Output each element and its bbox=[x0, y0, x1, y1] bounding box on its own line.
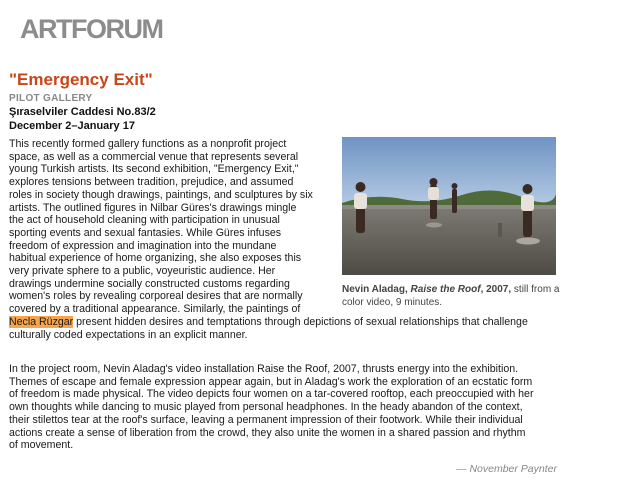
text-line: space, as well as a commercial venue that represents several bbox=[9, 150, 299, 163]
text-line: very private sphere to a public, voyeuristic audience. Her bbox=[9, 265, 276, 278]
figure-caption bbox=[342, 283, 567, 309]
text-line: of freedom is made physical. The video depicts four women on a tar-covered rooftop, each preoccupied with her bbox=[9, 388, 534, 401]
text-line: actions create a sense of liberation from the crowd, they also unite the women in a shared passion and rhythm bbox=[9, 426, 526, 439]
text-line: culturally coded expectations in an explicit manner. bbox=[9, 328, 248, 341]
caption-year: , 2007, bbox=[480, 284, 512, 295]
text-line: In the project room, Nevin Aladag's video installation Raise the Roof, 2007, thrusts energy into the exhibition. bbox=[9, 363, 519, 375]
caption-line bbox=[342, 283, 567, 296]
text-line: their stilettos tear at the roof's surface, leaving a permanent impression of their footwork. While their individual bbox=[9, 413, 523, 426]
text-line: covered by a traditional appearance. Similarly, the paintings of bbox=[9, 303, 301, 316]
gallery-address: Şıraselviler Caddesi No.83/2 bbox=[9, 106, 156, 118]
text-line: sporting events and sexual fantasies. While Güres infuses bbox=[9, 226, 282, 239]
text-line: the act of household cleaning with participation in unusual bbox=[9, 214, 280, 227]
article-title: "Emergency Exit" bbox=[9, 70, 153, 89]
text-line: women's roles by revealing corporeal desires that are normally bbox=[9, 290, 303, 303]
gallery-name: PILOT GALLERY bbox=[9, 93, 93, 104]
text-line: young Turkish artists. Its second exhibition, "Emergency Exit," bbox=[9, 163, 299, 176]
artwork-still-image bbox=[342, 137, 556, 275]
text-line: freedom of expression and imagination into the mundane bbox=[9, 239, 277, 252]
text-line: This recently formed gallery functions as a nonprofit project bbox=[9, 138, 287, 150]
text-line: explores tensions between tradition, prejudice, and assumed bbox=[9, 176, 294, 189]
rooftop-photo bbox=[342, 137, 556, 275]
caption-artist: Nevin Aladag, bbox=[342, 284, 408, 295]
text-line: Themes of escape and female expression appear again, but in Aladag's work the exploration of an ecstatic form bbox=[9, 375, 533, 388]
text-line: artists. The outlined figures in Nilbar Güres's drawings mingle bbox=[9, 201, 297, 214]
text-line bbox=[9, 316, 528, 329]
caption-work-title: Raise the Roof bbox=[410, 284, 481, 295]
caption-text: still from a bbox=[511, 284, 560, 295]
text-line: habitual experience of home organizing, she also exposes this bbox=[9, 252, 302, 265]
text-line: of movement. bbox=[9, 439, 74, 452]
artforum-logo[interactable]: ARTFORUM bbox=[20, 14, 163, 44]
caption-line: color video, 9 minutes. bbox=[342, 297, 443, 308]
author-byline: — November Paynter bbox=[456, 463, 557, 475]
exhibition-dates: December 2–January 17 bbox=[9, 120, 135, 132]
text-line: drawings undermine socially constructed customs regarding bbox=[9, 277, 290, 290]
article-paragraph-2 bbox=[9, 363, 533, 452]
text-line: roles in society though drawings, paintings, and sculptures by six bbox=[9, 188, 313, 201]
text-fragment: present hidden desires and temptations through depictions of sexual relationships that challenge bbox=[73, 315, 528, 328]
highlighted-text[interactable]: Necla Rüzgar bbox=[9, 315, 74, 328]
text-line: own thoughts while dancing to music played from personal headphones. In the heady abandon of the context, bbox=[9, 401, 523, 414]
